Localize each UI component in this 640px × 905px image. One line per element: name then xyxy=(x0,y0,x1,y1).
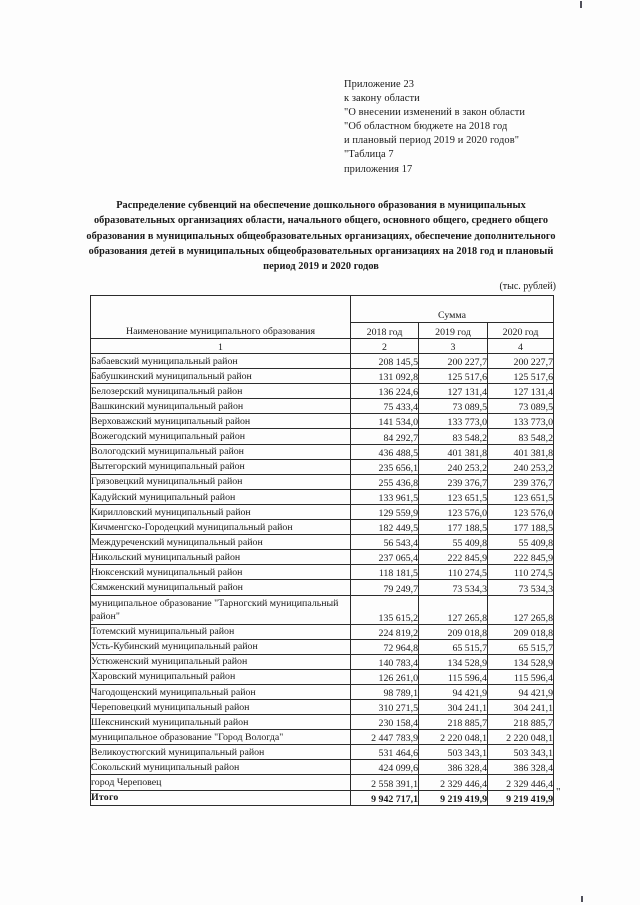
subventions-table xyxy=(90,295,554,806)
total-value-2018: 9 942 717,1 xyxy=(351,790,419,805)
table-row xyxy=(91,595,554,624)
amount-2018: 98 789,1 xyxy=(351,684,419,699)
municipality-name: Никольский муниципальный район xyxy=(91,550,351,565)
municipality-name: Нюксенский муниципальный район xyxy=(91,565,351,580)
amount-2019: 177 188,5 xyxy=(419,520,488,535)
amount-2020: 2 329 446,4 xyxy=(488,775,554,790)
municipality-name: Тотемский муниципальный район xyxy=(91,624,351,639)
column-number-2: 2 xyxy=(351,339,419,354)
table-row xyxy=(91,654,554,669)
amount-2019: 73 534,3 xyxy=(419,580,488,595)
amount-2018: 224 819,2 xyxy=(351,624,419,639)
amount-2020: 123 651,5 xyxy=(488,489,554,504)
table-row xyxy=(91,565,554,580)
municipality-name: Междуреченский муниципальный район xyxy=(91,535,351,550)
amount-2019: 133 773,0 xyxy=(419,414,488,429)
amount-2018: 2 558 391,1 xyxy=(351,775,419,790)
amount-2019: 2 220 048,1 xyxy=(419,730,488,745)
amount-2019: 200 227,7 xyxy=(419,354,488,369)
amount-2020: 240 253,2 xyxy=(488,459,554,474)
subventions-table-wrapper xyxy=(90,295,553,806)
amount-2019: 123 576,0 xyxy=(419,504,488,519)
amount-2018: 424 099,6 xyxy=(351,760,419,775)
amount-2019: 94 421,9 xyxy=(419,684,488,699)
table-row xyxy=(91,730,554,745)
municipality-name: Бабушкинский муниципальный район xyxy=(91,369,351,384)
amount-2018: 129 559,9 xyxy=(351,504,419,519)
amount-2020: 222 845,9 xyxy=(488,550,554,565)
amount-2019: 239 376,7 xyxy=(419,474,488,489)
column-number-3: 3 xyxy=(419,339,488,354)
municipality-name: Верховажский муниципальный район xyxy=(91,414,351,429)
total-value-2019: 9 219 419,9 xyxy=(419,790,488,805)
amount-2020: 73 534,3 xyxy=(488,580,554,595)
amount-2018: 56 543,4 xyxy=(351,535,419,550)
municipality-name: Устюженский муниципальный район xyxy=(91,654,351,669)
municipality-name: город Череповец xyxy=(91,775,351,790)
reference-line-5: и плановый период 2019 и 2020 годов" xyxy=(344,135,520,147)
amount-2019: 55 409,8 xyxy=(419,535,488,550)
amount-2020: 115 596,4 xyxy=(488,669,554,684)
amount-2018: 136 224,6 xyxy=(351,384,419,399)
reference-line-4: "Об областном бюджете на 2018 год xyxy=(344,121,508,133)
amount-2018: 75 433,4 xyxy=(351,399,419,414)
table-row xyxy=(91,684,554,699)
scan-artifact-top-right xyxy=(580,1,582,8)
header-sum-group: Сумма xyxy=(351,296,554,323)
table-row xyxy=(91,775,554,790)
total-label: Итого xyxy=(91,790,351,805)
amount-2019: 110 274,5 xyxy=(419,565,488,580)
amount-2020: 125 517,6 xyxy=(488,369,554,384)
table-row xyxy=(91,369,554,384)
table-row xyxy=(91,624,554,639)
table-row xyxy=(91,504,554,519)
amount-2018: 531 464,6 xyxy=(351,745,419,760)
amount-2020: 200 227,7 xyxy=(488,354,554,369)
amount-2020: 218 885,7 xyxy=(488,715,554,730)
amount-2019: 503 343,1 xyxy=(419,745,488,760)
amount-2019: 125 517,6 xyxy=(419,369,488,384)
municipality-name: Шекснинский муниципальный район xyxy=(91,715,351,730)
municipality-name: муниципальное образование "Город Вологда" xyxy=(91,730,351,745)
municipality-name: Сямженский муниципальный район xyxy=(91,580,351,595)
amount-2020: 177 188,5 xyxy=(488,520,554,535)
table-row xyxy=(91,384,554,399)
amount-2019: 127 131,4 xyxy=(419,384,488,399)
municipality-name: муниципальное образование "Тарногский муниципальный район" xyxy=(91,595,351,624)
header-year-2018: 2018 год xyxy=(351,323,419,339)
municipality-name: Кирилловский муниципальный район xyxy=(91,504,351,519)
municipality-name: Череповецкий муниципальный район xyxy=(91,699,351,714)
municipality-name: Кичменгско-Городецкий муниципальный район xyxy=(91,520,351,535)
amount-2020: 401 381,8 xyxy=(488,444,554,459)
trailing-quote-mark: " xyxy=(556,786,561,798)
reference-line-7: приложения 17 xyxy=(344,163,413,175)
table-row xyxy=(91,414,554,429)
municipality-name: Кадуйский муниципальный район xyxy=(91,489,351,504)
table-row xyxy=(91,715,554,730)
table-row xyxy=(91,489,554,504)
reference-line-3: "О внесении изменений в закон области xyxy=(344,107,525,119)
municipality-name: Вытегорский муниципальный район xyxy=(91,459,351,474)
municipality-name: Белозерский муниципальный район xyxy=(91,384,351,399)
header-year-2020: 2020 год xyxy=(488,323,554,339)
table-row xyxy=(91,429,554,444)
amount-2020: 304 241,1 xyxy=(488,699,554,714)
column-number-4: 4 xyxy=(488,339,554,354)
amount-2020: 209 018,8 xyxy=(488,624,554,639)
amount-2019: 304 241,1 xyxy=(419,699,488,714)
amount-2020: 73 089,5 xyxy=(488,399,554,414)
amount-2018: 230 158,4 xyxy=(351,715,419,730)
table-total-row xyxy=(91,790,554,805)
amount-2018: 126 261,0 xyxy=(351,669,419,684)
amount-2018: 2 447 783,9 xyxy=(351,730,419,745)
table-row xyxy=(91,520,554,535)
table-row xyxy=(91,669,554,684)
amount-2019: 218 885,7 xyxy=(419,715,488,730)
municipality-name: Вологодский муниципальный район xyxy=(91,444,351,459)
amount-2019: 386 328,4 xyxy=(419,760,488,775)
table-row xyxy=(91,459,554,474)
table-row xyxy=(91,639,554,654)
table-row xyxy=(91,399,554,414)
table-row xyxy=(91,550,554,565)
municipality-name: Сокольский муниципальный район xyxy=(91,760,351,775)
amount-2019: 115 596,4 xyxy=(419,669,488,684)
amount-2019: 222 845,9 xyxy=(419,550,488,565)
table-row xyxy=(91,580,554,595)
amount-2019: 73 089,5 xyxy=(419,399,488,414)
table-row xyxy=(91,699,554,714)
amount-2020: 94 421,9 xyxy=(488,684,554,699)
amount-2018: 237 065,4 xyxy=(351,550,419,565)
municipality-name: Вожегодский муниципальный район xyxy=(91,429,351,444)
amount-2018: 182 449,5 xyxy=(351,520,419,535)
municipality-name: Чагодощенский муниципальный район xyxy=(91,684,351,699)
amount-2020: 239 376,7 xyxy=(488,474,554,489)
units-caption: (тыс. рублей) xyxy=(499,281,556,292)
table-row xyxy=(91,354,554,369)
amount-2018: 310 271,5 xyxy=(351,699,419,714)
amount-2018: 133 961,5 xyxy=(351,489,419,504)
table-row xyxy=(91,745,554,760)
amount-2020: 386 328,4 xyxy=(488,760,554,775)
amount-2019: 2 329 446,4 xyxy=(419,775,488,790)
amount-2019: 401 381,8 xyxy=(419,444,488,459)
municipality-name: Вашкинский муниципальный район xyxy=(91,399,351,414)
amount-2018: 135 615,2 xyxy=(351,595,419,624)
reference-line-1: Приложение 23 xyxy=(344,79,415,90)
table-column-numbering-row xyxy=(91,339,554,354)
document-title: Распределение субвенций на обеспечение дошкольного образования в муниципальных образовательных организациях области, начального общего, основного общего, среднего общего образования в муниципальных общеобразовательных организациях, обеспечение дополнительного образования детей в муниципальных общеобразовательных организациях на 2018 год и плановый период 2019 и 2020 годов xyxy=(86,200,556,273)
amount-2020: 65 515,7 xyxy=(488,639,554,654)
amount-2020: 133 773,0 xyxy=(488,414,554,429)
amount-2018: 84 292,7 xyxy=(351,429,419,444)
table-body xyxy=(91,354,554,806)
table-row xyxy=(91,444,554,459)
amount-2018: 141 534,0 xyxy=(351,414,419,429)
table-head xyxy=(91,296,554,354)
municipality-name: Усть-Кубинский муниципальный район xyxy=(91,639,351,654)
amount-2020: 503 343,1 xyxy=(488,745,554,760)
amount-2018: 118 181,5 xyxy=(351,565,419,580)
reference-line-6: "Таблица 7 xyxy=(344,149,394,161)
amount-2018: 235 656,1 xyxy=(351,459,419,474)
amount-2020: 134 528,9 xyxy=(488,654,554,669)
amount-2019: 65 515,7 xyxy=(419,639,488,654)
amount-2018: 140 783,4 xyxy=(351,654,419,669)
municipality-name: Харовский муниципальный район xyxy=(91,669,351,684)
amount-2019: 134 528,9 xyxy=(419,654,488,669)
amount-2020: 55 409,8 xyxy=(488,535,554,550)
amount-2018: 255 436,8 xyxy=(351,474,419,489)
municipality-name: Великоустюгский муниципальный район xyxy=(91,745,351,760)
municipality-name: Бабаевский муниципальный район xyxy=(91,354,351,369)
table-row xyxy=(91,760,554,775)
amount-2018: 436 488,5 xyxy=(351,444,419,459)
amount-2019: 240 253,2 xyxy=(419,459,488,474)
amount-2019: 83 548,2 xyxy=(419,429,488,444)
table-header-row-1 xyxy=(91,296,554,323)
amount-2019: 123 651,5 xyxy=(419,489,488,504)
amount-2020: 83 548,2 xyxy=(488,429,554,444)
table-row xyxy=(91,474,554,489)
amount-2019: 127 265,8 xyxy=(419,595,488,624)
amount-2020: 127 265,8 xyxy=(488,595,554,624)
total-value-2020: 9 219 419,9 xyxy=(488,790,554,805)
amount-2020: 127 131,4 xyxy=(488,384,554,399)
column-number-1: 1 xyxy=(91,339,351,354)
appendix-reference-block xyxy=(344,78,525,177)
amount-2018: 72 964,8 xyxy=(351,639,419,654)
amount-2018: 79 249,7 xyxy=(351,580,419,595)
amount-2020: 2 220 048,1 xyxy=(488,730,554,745)
amount-2018: 208 145,5 xyxy=(351,354,419,369)
amount-2019: 209 018,8 xyxy=(419,624,488,639)
amount-2018: 131 092,8 xyxy=(351,369,419,384)
municipality-name: Грязовецкий муниципальный район xyxy=(91,474,351,489)
reference-line-2: к закону области xyxy=(344,93,420,105)
amount-2020: 123 576,0 xyxy=(488,504,554,519)
amount-2020: 110 274,5 xyxy=(488,565,554,580)
header-year-2019: 2019 год xyxy=(419,323,488,339)
header-name-column: Наименование муниципального образования xyxy=(91,296,351,339)
scan-artifact-bottom-right xyxy=(581,896,583,902)
table-row xyxy=(91,535,554,550)
